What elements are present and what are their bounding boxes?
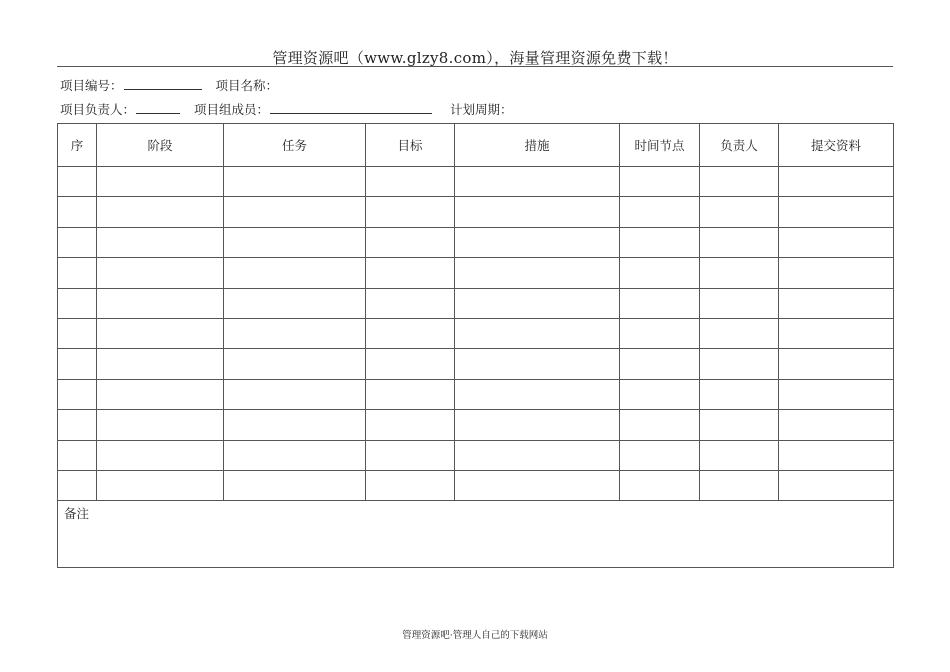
table-cell[interactable] [224,440,366,470]
team-members-field[interactable] [270,101,432,114]
table-cell[interactable] [58,318,97,348]
page-footer: 管理资源吧·管理人自己的下载网站 [402,630,548,641]
table-row [58,288,894,318]
table-row [58,197,894,227]
table-cell[interactable] [224,470,366,500]
table-cell[interactable] [620,227,700,257]
table-cell[interactable] [224,379,366,409]
table-cell[interactable] [620,379,700,409]
table-cell[interactable] [58,379,97,409]
project-lead-label: 项目负责人： [60,102,136,117]
table-row [58,349,894,379]
col-header-deliverables: 提交资料 [779,124,894,167]
table-cell[interactable] [779,227,894,257]
table-cell[interactable] [455,318,620,348]
table-cell[interactable] [97,167,224,197]
table-cell[interactable] [779,379,894,409]
table-cell[interactable] [366,410,455,440]
table-cell[interactable] [455,410,620,440]
table-cell[interactable] [58,410,97,440]
table-cell[interactable] [366,470,455,500]
table-cell[interactable] [97,288,224,318]
table-cell[interactable] [700,288,779,318]
table-cell[interactable] [455,349,620,379]
table-cell[interactable] [700,227,779,257]
table-cell[interactable] [97,379,224,409]
table-cell[interactable] [455,440,620,470]
table-row [58,410,894,440]
meta-row-2 [60,100,513,118]
project-name-label: 项目名称： [215,78,279,93]
table-cell[interactable] [779,288,894,318]
table-cell[interactable] [455,470,620,500]
table-cell[interactable] [620,258,700,288]
table-cell[interactable] [224,288,366,318]
table-cell[interactable] [58,197,97,227]
project-no-label: 项目编号： [60,78,123,93]
table-cell[interactable] [366,167,455,197]
table-cell[interactable] [224,349,366,379]
table-cell[interactable] [58,349,97,379]
table-cell[interactable] [700,379,779,409]
table-cell[interactable] [700,258,779,288]
table-cell[interactable] [700,318,779,348]
table-cell[interactable] [224,318,366,348]
table-row [58,318,894,348]
table-cell[interactable] [366,288,455,318]
table-cell[interactable] [700,440,779,470]
remarks-row [58,501,894,568]
table-cell[interactable] [620,197,700,227]
table-cell[interactable] [620,167,700,197]
table-cell[interactable] [366,440,455,470]
page-header-title: 管理资源吧（www.glzy8.com），海量管理资源免费下载！ [272,49,678,67]
col-header-index: 序 [58,124,97,167]
table-cell[interactable] [455,167,620,197]
table-cell[interactable] [455,258,620,288]
table-cell[interactable] [97,470,224,500]
table-cell[interactable] [97,410,224,440]
table-cell[interactable] [620,349,700,379]
table-cell[interactable] [700,470,779,500]
table-cell[interactable] [620,410,700,440]
table-row [58,440,894,470]
table-cell[interactable] [58,470,97,500]
table-cell[interactable] [58,440,97,470]
table-row [58,258,894,288]
table-header-row [58,124,894,167]
table-cell[interactable] [366,258,455,288]
table-cell[interactable] [779,470,894,500]
table-cell[interactable] [700,197,779,227]
col-header-milestone: 时间节点 [620,124,700,167]
table-cell[interactable] [455,197,620,227]
table-cell[interactable] [97,318,224,348]
table-cell[interactable] [224,227,366,257]
table-cell[interactable] [58,258,97,288]
table-cell[interactable] [97,197,224,227]
table-cell[interactable] [455,288,620,318]
table-cell[interactable] [224,258,366,288]
table-cell[interactable] [366,379,455,409]
table-cell[interactable] [779,318,894,348]
table-cell[interactable] [779,197,894,227]
table-cell[interactable] [366,318,455,348]
col-header-measures: 措施 [455,124,620,167]
table-row [58,227,894,257]
table-cell[interactable] [455,227,620,257]
table-cell[interactable] [366,349,455,379]
table-cell[interactable] [779,167,894,197]
remarks-label: 备注 [64,506,90,522]
remarks-cell[interactable] [58,501,894,568]
table-cell[interactable] [779,440,894,470]
table-cell[interactable] [620,288,700,318]
project-lead-field[interactable] [136,101,180,114]
table-cell[interactable] [224,410,366,440]
plan-table [57,123,894,568]
col-header-task: 任务 [224,124,366,167]
table-cell[interactable] [620,440,700,470]
table-row [58,470,894,500]
table-cell[interactable] [97,258,224,288]
table-cell[interactable] [97,440,224,470]
schedule-label: 计划周期： [450,102,513,117]
table-row [58,379,894,409]
table-cell[interactable] [97,227,224,257]
col-header-phase: 阶段 [97,124,224,167]
table-cell[interactable] [58,167,97,197]
table-row [58,167,894,197]
table-cell[interactable] [97,349,224,379]
project-no-field[interactable] [124,77,202,90]
table-cell[interactable] [366,197,455,227]
table-cell[interactable] [620,470,700,500]
table-cell[interactable] [700,349,779,379]
table-cell[interactable] [779,258,894,288]
table-cell[interactable] [366,227,455,257]
table-cell[interactable] [700,410,779,440]
table-cell[interactable] [224,197,366,227]
team-members-label: 项目组成员： [194,102,270,117]
col-header-goal: 目标 [366,124,455,167]
header-rule [57,66,893,67]
table-cell[interactable] [779,410,894,440]
table-cell[interactable] [620,318,700,348]
col-header-owner: 负责人 [700,124,779,167]
table-cell[interactable] [58,288,97,318]
table-cell[interactable] [700,167,779,197]
table-cell[interactable] [455,379,620,409]
table-cell[interactable] [779,349,894,379]
table-cell[interactable] [224,167,366,197]
table-cell[interactable] [58,227,97,257]
meta-row-1 [60,76,278,94]
